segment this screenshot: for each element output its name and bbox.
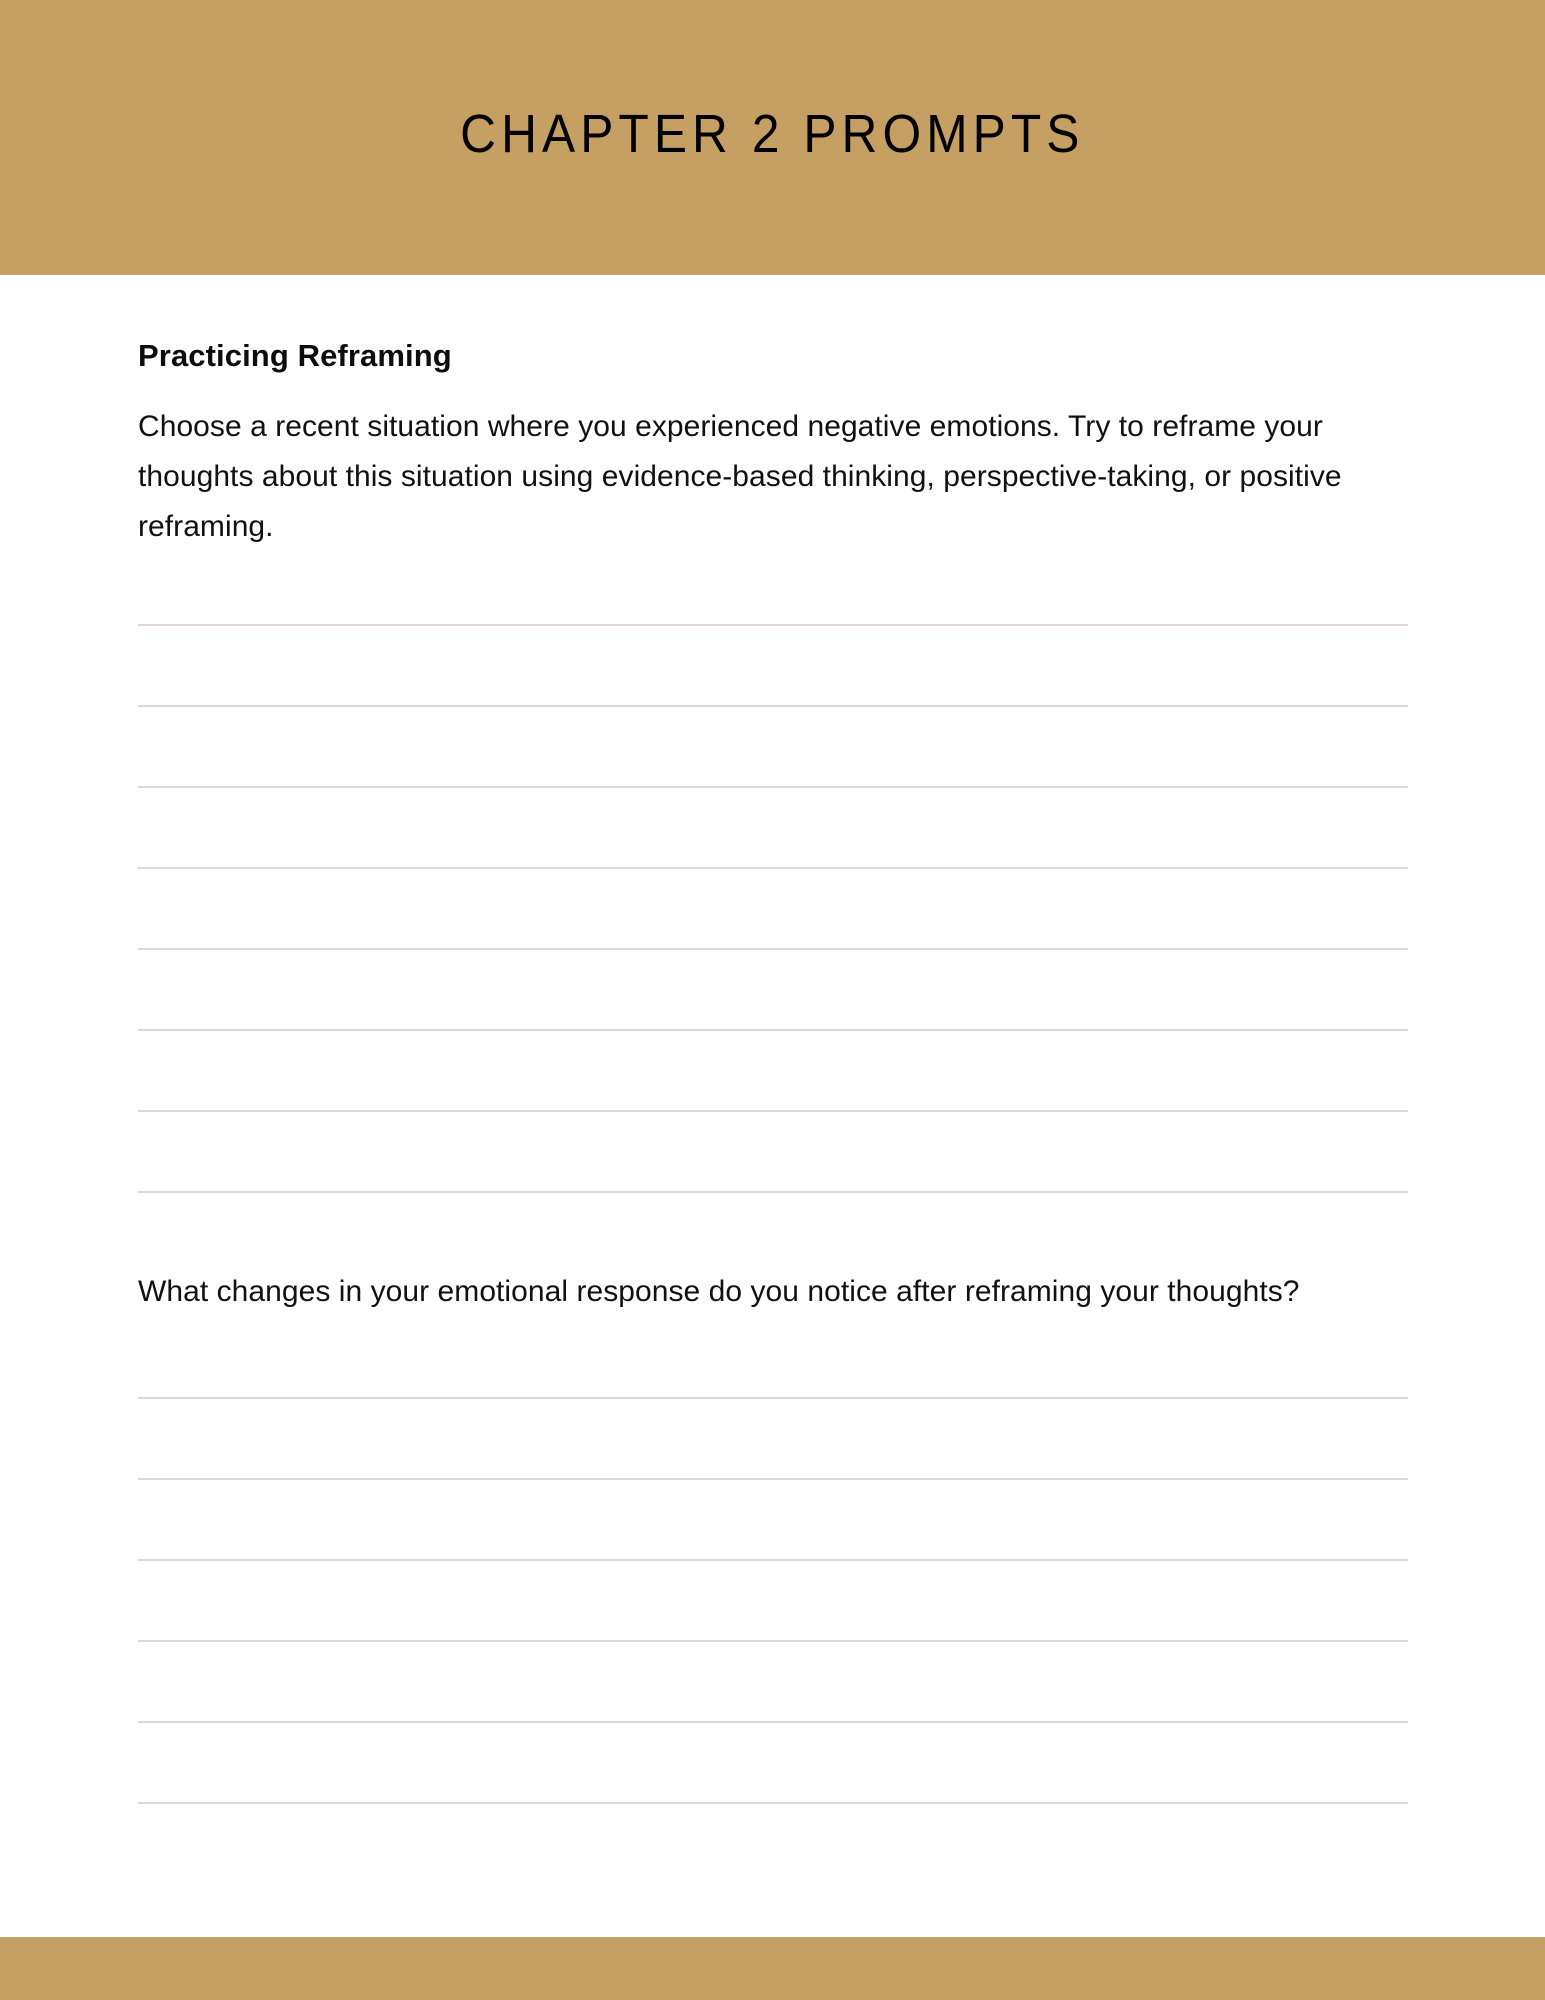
prompt-question-2: What changes in your emotional response do you notice after reframing your thoughts?	[138, 1275, 1300, 1309]
answer-lines-1[interactable]	[138, 552, 1408, 1193]
writing-line-spacer	[138, 626, 1408, 705]
header-band	[0, 0, 1545, 275]
writing-line-spacer	[138, 1031, 1408, 1110]
answer-lines-2[interactable]	[138, 1317, 1408, 1804]
writing-line-spacer	[138, 1480, 1408, 1559]
page-title: CHAPTER 2 PROMPTS	[460, 103, 1085, 164]
writing-line-spacer	[138, 1642, 1408, 1721]
writing-line-spacer	[138, 707, 1408, 786]
writing-line-spacer	[138, 869, 1408, 948]
writing-line-spacer	[138, 1399, 1408, 1478]
footer-band	[0, 1937, 1545, 2000]
writing-line-spacer	[138, 1723, 1408, 1802]
writing-line-spacer	[138, 1561, 1408, 1640]
writing-line-spacer	[138, 950, 1408, 1029]
main-content	[138, 275, 1408, 1804]
writing-line-spacer	[138, 788, 1408, 867]
section-heading: Practicing Reframing	[138, 338, 452, 373]
writing-line[interactable]	[138, 1802, 1408, 1804]
section-gap	[138, 1193, 1408, 1267]
writing-line-spacer	[138, 1112, 1408, 1191]
prompt-question-1: Choose a recent situation where you experienced negative emotions. Try to reframe your thoughts about this situation using evidence-based thinking, perspective-taking, or positive reframing.	[138, 410, 1342, 544]
